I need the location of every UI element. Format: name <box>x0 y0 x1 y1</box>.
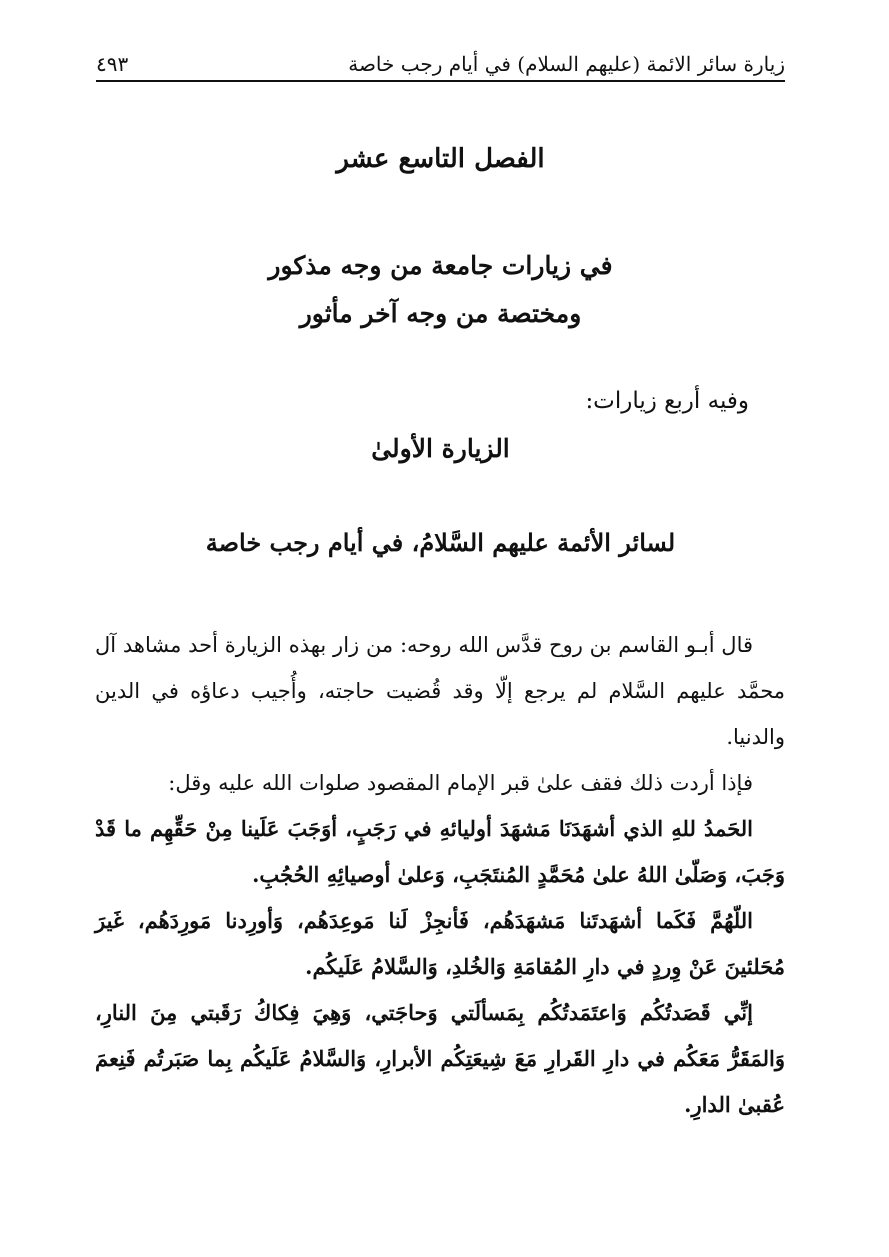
body-text <box>95 622 785 1128</box>
prayer-paragraph-3: إنِّي قَصَدتُكُم وَاعتَمَدتُكُم بِمَسألَتي وَحاجَتي، وَهِيَ فِكاكُ رَقَبتي مِنَ النارِ، وَالمَقَرُّ مَعَكُم في دارِ القَرارِ مَعَ شِيعَتِكُم الأبرارِ، وَالسَّلامُ عَلَيكُم بِما صَبَرتُم فَنِعمَ عُقبىٰ الدارِ. <box>95 1000 785 1117</box>
ziyara-subtitle: لسائر الأئمة عليهم السَّلامُ، في أيام رجب خاصة <box>205 528 676 557</box>
running-header-title: زيارة سائر الائمة (عليهم السلام) في أيام رجب خاصة <box>348 52 785 76</box>
intro-line: وفيه أربع زيارات: <box>585 388 749 414</box>
header-rule <box>96 80 785 82</box>
running-header <box>96 40 785 76</box>
paragraph-instruction: فإذا أردت ذلك فقف علىٰ قبر الإمام المقصود صلوات الله عليه وقل: <box>168 771 753 795</box>
ziyara-title: الزيارة الأولىٰ <box>371 434 510 463</box>
prayer-paragraph-2: اللّهُمَّ فَكَما أشهَدتَنا مَشهَدَهُم، فَأنجِزْ لَنا مَوعِدَهُم، وَأورِدنا مَورِدَهُم، غَيرَ مُحَلئينَ عَنْ وِردٍ في دارِ المُقامَةِ وَالخُلدِ، وَالسَّلامُ عَلَيكُم. <box>95 908 785 979</box>
section-title-line-1: في زيارات جامعة من وجه مذكور <box>268 251 613 280</box>
page-number: ٤٩٣ <box>96 52 129 76</box>
chapter-title: الفصل التاسع عشر <box>336 144 545 174</box>
prayer-paragraph-1: الحَمدُ للهِ الذي أشهَدَنَا مَشهَدَ أوليائهِ في رَجَبٍ، أوَجَبَ عَلَينا مِنْ حَقِّهِم ما قَدْ وَجَبَ، وَصَلّىٰ اللهُ علىٰ مُحَمَّدٍ المُنتَجَبِ، وَعلىٰ أوصيائِهِ الحُجُبِ. <box>95 816 785 887</box>
paragraph-narration: قال أبـو القاسم بن روح قدَّس الله روحه: من زار بهذه الزيارة أحد مشاهد آل محمَّد عليهم السَّلام لم يرجع إلّا وقد قُضيت حاجته، وأُجيب دعاؤه في الدين والدنيا. <box>95 633 785 749</box>
section-title-line-2: ومختصة من وجه آخر مأثور <box>299 299 582 328</box>
section-title <box>96 242 785 338</box>
